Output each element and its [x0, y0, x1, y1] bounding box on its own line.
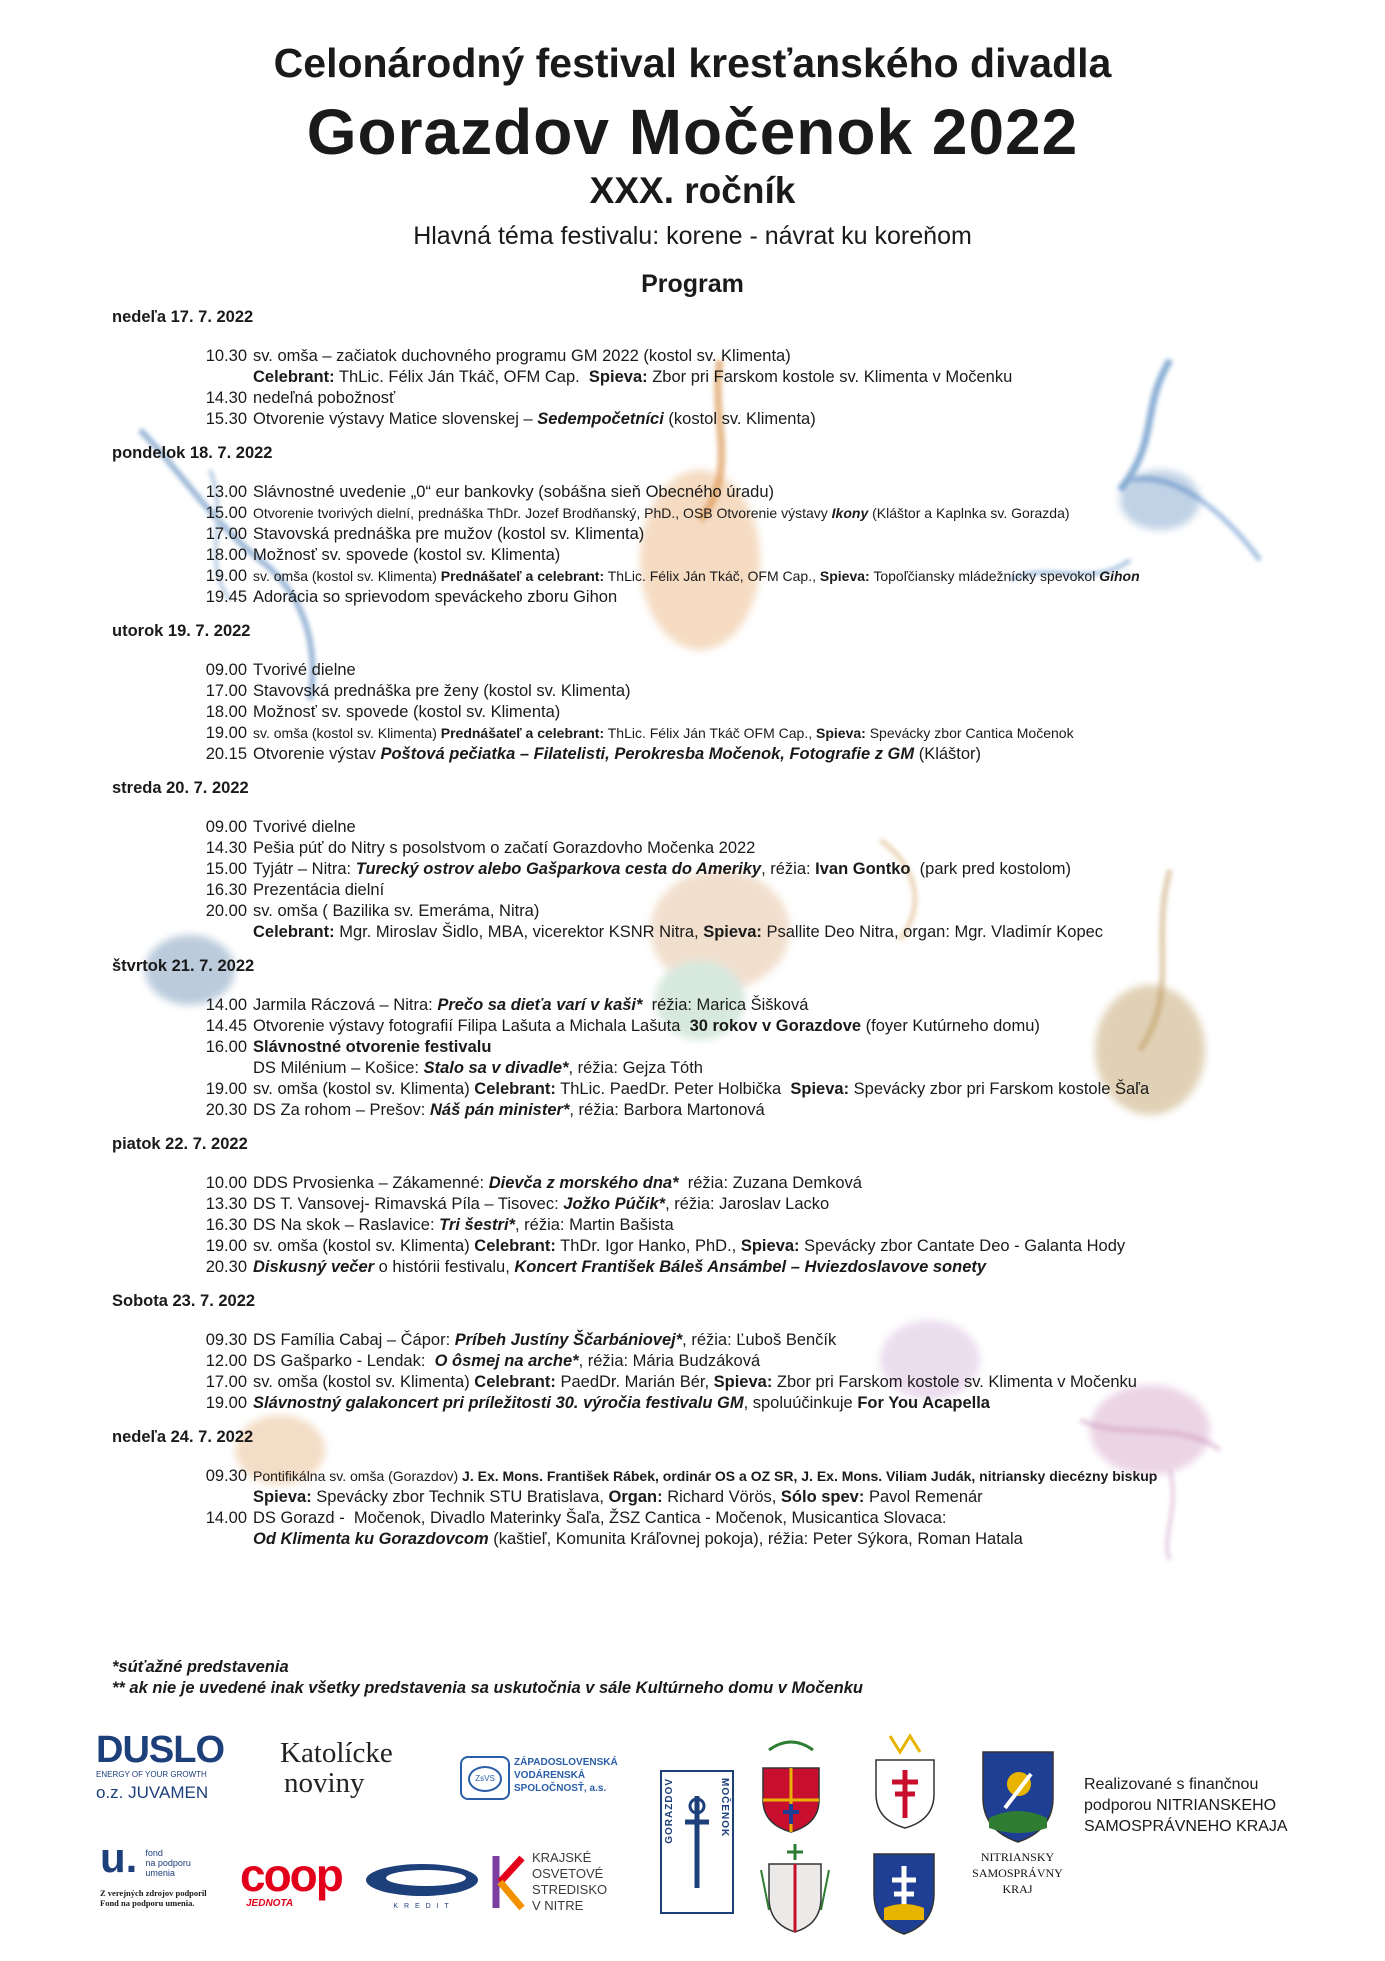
event-text: Prezentácia dielní — [253, 881, 385, 899]
nitra-line2: SAMOSPRÁVNY — [972, 1866, 1063, 1880]
kos-line4: V NITRE — [532, 1898, 584, 1913]
event-text: Spevácky zbor Cantica Močenok — [865, 725, 1074, 741]
program-event — [112, 901, 1312, 922]
event-text: Príbeh Justíny Ščarbániovej* — [454, 1331, 683, 1349]
event-text: (foyer Kutúrneho domu) — [861, 1017, 1040, 1035]
event-text: O ôsmej na arche* — [434, 1352, 579, 1370]
event-text: sv. omša ( Bazilika sv. Emeráma, Nitra) — [253, 902, 540, 920]
program-event — [112, 681, 1312, 702]
day-label: štvrtok 21. 7. 2022 — [112, 957, 255, 975]
event-text: , réžia: Gejza Tóth — [568, 1059, 703, 1077]
emblem-left-text: GORAZDOV — [664, 1778, 675, 1844]
event-text: ThLic. Félix Ján Tkáč OFM Cap., — [604, 725, 816, 741]
event-time: 18.00 — [205, 546, 247, 564]
program-heading: Program — [641, 270, 744, 298]
funding-note — [1084, 1774, 1288, 1837]
nitra-region-coat-of-arms-icon — [979, 1748, 1057, 1844]
katolicke-line1: Katolícke — [280, 1737, 393, 1769]
event-text: ThLic. PaedDr. Peter Holbička — [555, 1080, 791, 1098]
event-text: Náš pán minister* — [429, 1101, 570, 1119]
event-time: 16.00 — [205, 1038, 247, 1056]
event-time: 10.00 — [205, 1174, 247, 1192]
event-text: DS Gorazd - Močenok, Divadlo Materinky Šaľa, ŽSZ Cantica - Močenok, Musicantica Slovaca: — [253, 1509, 947, 1527]
festival-subtitle: Celonárodný festival kresťanského divadla — [273, 40, 1112, 86]
event-text: J. Ex. Mons. František Rábek, ordinár OS a OZ SR, J. Ex. Mons. Viliam Judák, nitriansky diecézny biskup — [462, 1468, 1158, 1484]
event-text: DS Família Cabaj – Čápor: — [253, 1331, 455, 1349]
day-label: utorok 19. 7. 2022 — [112, 622, 251, 640]
program-event — [112, 660, 1312, 681]
event-time: 17.00 — [205, 525, 247, 543]
event-time: 15.30 — [205, 410, 247, 428]
event-text: Turecký ostrov alebo Gašparkova cesta do Ameriky — [355, 860, 762, 878]
event-text: DS Na skok – Raslavice: — [253, 1216, 440, 1234]
event-text: Otvorenie výstavy Matice slovenskej – — [253, 410, 538, 428]
katolicke-line2: noviny — [284, 1767, 365, 1799]
event-text: Možnosť sv. spovede (kostol sv. Klimenta) — [253, 703, 561, 721]
program-day — [112, 1135, 1312, 1278]
event-text: DS Milénium – Košice: — [253, 1059, 424, 1077]
duslo-wordmark: DUSLO — [96, 1729, 224, 1771]
program-event — [112, 587, 1312, 608]
event-time: 14.30 — [205, 839, 247, 857]
event-time: 19.00 — [205, 724, 247, 742]
event-text: Celebrant: — [474, 1080, 556, 1098]
event-text: Diskusný večer — [253, 1258, 375, 1276]
event-text: Od Klimenta ku Gorazdovcom — [253, 1530, 489, 1548]
event-time: 12.00 — [205, 1352, 247, 1370]
event-time: 15.00 — [205, 860, 247, 878]
parish-coat-of-arms-icon — [755, 1738, 827, 1834]
program-event — [112, 744, 1312, 765]
event-text: Sedempočetníci — [537, 410, 664, 428]
event-text: Spieva: — [790, 1080, 850, 1098]
event-time: 20.30 — [205, 1258, 247, 1276]
kredit-logo — [362, 1862, 482, 1910]
day-label: piatok 22. 7. 2022 — [112, 1135, 248, 1153]
kredit-swoosh-icon — [362, 1862, 482, 1898]
day-label: nedeľa 17. 7. 2022 — [112, 308, 254, 326]
event-text: Spieva: — [703, 923, 762, 941]
nitra-line1: NITRIANSKY — [980, 1850, 1055, 1864]
event-text: Poštová pečiatka – Filatelisti, Perokresba Močenok, Fotografie z GM — [380, 745, 915, 763]
program-day — [112, 1292, 1312, 1414]
event-text: Slávnostné otvorenie festivalu — [253, 1038, 492, 1056]
funding-line3: SAMOSPRÁVNEHO KRAJA — [1084, 1818, 1288, 1835]
fpu-mark: u. — [100, 1834, 138, 1881]
event-time: 09.00 — [205, 818, 247, 836]
program-event — [112, 1330, 1312, 1351]
coop-jednota-logo — [240, 1849, 342, 1909]
fpu-note — [100, 1888, 240, 1908]
program-event — [112, 388, 1312, 409]
program-event — [112, 1372, 1312, 1393]
event-text: (Kláštor) — [914, 745, 982, 763]
program-day — [112, 779, 1312, 943]
event-time: 19.00 — [205, 1080, 247, 1098]
event-time: 19.00 — [205, 1237, 247, 1255]
event-time: 17.00 — [205, 682, 247, 700]
jednota-wordmark: JEDNOTA — [246, 1898, 294, 1909]
event-text: (kaštieľ, Komunita Kráľovnej pokoja), réžia: Peter Sýkora, Roman Hatala — [488, 1530, 1023, 1548]
event-text: Pešia púť do Nitry s posolstvom o začatí Gorazdovho Močenka 2022 — [253, 839, 756, 857]
event-text: o histórii festivalu, — [374, 1258, 515, 1276]
event-text: Prečo sa dieťa varí v kaši* — [437, 996, 643, 1014]
event-text: Mgr. Miroslav Šidlo, MBA, vicerektor KSNR Nitra, — [334, 923, 704, 941]
event-text: sv. omša (kostol sv. Klimenta) — [253, 1080, 475, 1098]
program-event — [112, 1487, 1312, 1508]
event-text: PaedDr. Marián Bér, — [555, 1373, 714, 1391]
event-text: Prednášateľ a celebrant: — [440, 568, 605, 584]
event-time: 09.30 — [205, 1467, 247, 1485]
event-time: 16.30 — [205, 881, 247, 899]
event-text: Spieva: — [253, 1488, 312, 1506]
event-text: Spevácky zbor pri Farskom kostole Šaľa — [849, 1080, 1150, 1098]
day-label: Sobota 23. 7. 2022 — [112, 1292, 256, 1310]
event-time: 09.00 — [205, 661, 247, 679]
gorazdov-mocenok-emblem — [660, 1770, 734, 1914]
program-event — [112, 1058, 1312, 1079]
fpu-line3: umenia — [145, 1868, 175, 1878]
program-event — [112, 1215, 1312, 1236]
event-text: (kostol sv. Klimenta) — [663, 410, 816, 428]
event-text: nedeľná pobožnosť — [253, 389, 396, 407]
event-time: 15.00 — [205, 504, 247, 522]
kredit-text: K R E D I T — [393, 1903, 451, 1910]
krajske-osvetove-stredisko-logo — [492, 1850, 607, 1914]
event-time: 20.15 — [205, 745, 247, 763]
cross-figure-icon — [679, 1792, 715, 1892]
event-text: Celebrant: — [253, 368, 335, 386]
program-event — [112, 1100, 1312, 1121]
event-text: Psallite Deo Nitra, organ: Mgr. Vladimír Kopec — [761, 923, 1104, 941]
event-text: ThLic. Félix Ján Tkáč, OFM Cap. — [334, 368, 589, 386]
town-coat-of-arms-icon — [868, 1848, 940, 1936]
fpu-note-line2: Fond na podporu umenia. — [100, 1898, 195, 1908]
program-event — [112, 482, 1312, 503]
fpu-line1: fond — [145, 1848, 163, 1858]
event-text: (Kláštor a Kaplnka sv. Gorazda) — [868, 505, 1070, 521]
event-text: Ivan Gontko — [815, 860, 911, 878]
nitra-line3: KRAJ — [1002, 1882, 1033, 1896]
event-text: Zbor pri Farskom kostole sv. Klimenta v Močenku — [647, 368, 1013, 386]
program-day — [112, 957, 1312, 1121]
zvs-line3: SPOLOČNOSŤ, a.s. — [514, 1783, 607, 1794]
fpu-line2: na podporu — [145, 1858, 191, 1868]
zvs-line1: ZÁPADOSLOVENSKÁ — [514, 1757, 618, 1768]
event-text: Spevácky zbor Cantate Deo - Galanta Hody — [799, 1237, 1126, 1255]
event-time: 20.30 — [205, 1101, 247, 1119]
event-text: Zbor pri Farskom kostole sv. Klimenta v Močenku — [772, 1373, 1137, 1391]
footnotes — [112, 1657, 863, 1699]
event-text: Celebrant: — [253, 923, 335, 941]
event-time: 17.00 — [205, 1373, 247, 1391]
event-text: Pavol Remenár — [864, 1488, 983, 1506]
event-text: Stavovská prednáška pre mužov (kostol sv. Klimenta) — [253, 525, 645, 543]
zvs-line2: VODÁRENSKÁ — [514, 1770, 586, 1781]
event-text: Tri šestri* — [439, 1216, 515, 1234]
duslo-tagline: ENERGY OF YOUR GROWTH — [96, 1770, 207, 1779]
fond-na-podporu-umenia-logo — [100, 1834, 240, 1908]
program-event — [112, 367, 1312, 388]
event-text: Adorácia so sprievodom speváckeho zboru Gihon — [253, 588, 618, 606]
event-text: sv. omša (kostol sv. Klimenta) — [253, 1237, 475, 1255]
edition: XXX. ročník — [589, 170, 796, 211]
event-time: 10.30 — [205, 347, 247, 365]
program-event — [112, 880, 1312, 901]
diocese-coat-of-arms-icon — [870, 1730, 940, 1830]
emblem-right-text: MOČENOK — [719, 1778, 730, 1838]
event-text: ThLic. Félix Ján Tkáč, OFM Cap., — [604, 568, 820, 584]
program-event — [112, 859, 1312, 880]
program-event — [112, 702, 1312, 723]
event-text: , réžia: — [761, 860, 816, 878]
event-text: Gihon — [1099, 568, 1140, 584]
program-event — [112, 1508, 1312, 1529]
k-letter-icon — [492, 1852, 526, 1912]
event-text: réžia: Marica Šišková — [642, 996, 809, 1014]
event-text: Celebrant: — [474, 1373, 556, 1391]
program-event — [112, 1037, 1312, 1058]
event-text: Prednášateľ a celebrant: — [440, 725, 605, 741]
event-text: sv. omša (kostol sv. Klimenta) — [253, 568, 441, 584]
event-time: 14.45 — [205, 1017, 247, 1035]
event-text: sv. omša – začiatok duchovného programu GM 2022 (kostol sv. Klimenta) — [253, 347, 791, 365]
program-event — [112, 1173, 1312, 1194]
program-day — [112, 444, 1312, 608]
event-text: Otvorenie výstavy fotografií Filipa Lašuta a Michala Lašuta — [253, 1017, 690, 1035]
event-text: Stalo sa v divadle* — [423, 1059, 569, 1077]
zvs-icon — [460, 1756, 510, 1800]
program-day — [112, 308, 1312, 430]
juvamen-name: o.z. JUVAMEN — [96, 1783, 209, 1802]
event-time: 13.30 — [205, 1195, 247, 1213]
event-time: 13.00 — [205, 483, 247, 501]
day-label: nedeľa 24. 7. 2022 — [112, 1428, 254, 1446]
event-time: 14.30 — [205, 389, 247, 407]
event-text: , réžia: Martin Bašista — [514, 1216, 674, 1234]
program-event — [112, 1529, 1312, 1550]
nitriansky-kraj-logo — [970, 1748, 1065, 1897]
kos-text — [532, 1850, 607, 1914]
event-time: 16.30 — [205, 1216, 247, 1234]
event-text: Spevácky zbor Technik STU Bratislava, — [311, 1488, 609, 1506]
event-text: Spieva: — [816, 725, 866, 741]
event-text: For You Acapella — [857, 1394, 990, 1412]
program-event — [112, 1466, 1312, 1487]
day-label: pondelok 18. 7. 2022 — [112, 444, 273, 462]
fpu-note-line1: Z verejných zdrojov podporil — [100, 1888, 207, 1898]
program-event — [112, 1236, 1312, 1257]
nitra-region-text — [970, 1849, 1065, 1897]
program-event — [112, 1257, 1312, 1278]
event-time: 14.00 — [205, 1509, 247, 1527]
event-text: réžia: Zuzana Demková — [678, 1174, 862, 1192]
kos-line1: KRAJSKÉ — [532, 1850, 592, 1865]
footnote-venue: ** ak nie je uvedené inak všetky predstavenia sa uskutočnia v sále Kultúrneho domu v Močenku — [112, 1679, 864, 1697]
program-event — [112, 545, 1312, 566]
event-text: Spieva: — [819, 568, 870, 584]
event-text: Dievča z morského dna* — [488, 1174, 679, 1192]
fpu-text — [145, 1848, 191, 1878]
kos-line2: OSVETOVÉ — [532, 1866, 604, 1881]
program-list — [112, 308, 1312, 1564]
event-time: 19.00 — [205, 567, 247, 585]
event-text: DS Za rohom – Prešov: — [253, 1101, 430, 1119]
event-text: Celebrant: — [474, 1237, 556, 1255]
event-text: Otvorenie tvorivých dielní, prednáška ThDr. Jozef Brodňanský, PhD., OSB Otvorenie výstavy — [253, 505, 832, 521]
program-event — [112, 409, 1312, 430]
program-event — [112, 1194, 1312, 1215]
event-text: , réžia: Jaroslav Lacko — [665, 1195, 830, 1213]
event-text: Otvorenie výstav — [253, 745, 381, 763]
event-time: 19.45 — [205, 588, 247, 606]
event-text: , réžia: Mária Budzáková — [578, 1352, 761, 1370]
event-text: Organ: — [608, 1488, 663, 1506]
program-event — [112, 723, 1312, 744]
kos-line3: STREDISKO — [532, 1882, 608, 1897]
event-text: Spieva: — [588, 368, 648, 386]
event-text: ThDr. Igor Hanko, PhD., — [555, 1237, 741, 1255]
event-text: Koncert František Báleš Ansámbel – Hviezdoslavove sonety — [514, 1258, 987, 1276]
program-event — [112, 995, 1312, 1016]
event-text: DS T. Vansovej- Rimavská Píla – Tisovec: — [253, 1195, 564, 1213]
program-day — [112, 622, 1312, 765]
duslo-logo — [96, 1730, 226, 1803]
event-text: Richard Vörös, — [662, 1488, 781, 1506]
event-text: , réžia: Barbora Martonová — [569, 1101, 765, 1119]
event-text: Tvorivé dielne — [253, 818, 356, 836]
funding-line1: Realizované s finančnou — [1084, 1776, 1259, 1793]
festival-title: Gorazdov Močenok 2022 — [306, 96, 1079, 168]
program-event — [112, 1393, 1312, 1414]
event-text: sv. omša (kostol sv. Klimenta) — [253, 725, 441, 741]
program-event — [112, 346, 1312, 367]
event-text: (park pred kostolom) — [910, 860, 1071, 878]
event-text: sv. omša (kostol sv. Klimenta) — [253, 1373, 475, 1391]
event-text: Možnosť sv. spovede (kostol sv. Klimenta) — [253, 546, 561, 564]
zvs-logo — [460, 1750, 640, 1806]
event-text: Stavovská prednáška pre ženy (kostol sv. Klimenta) — [253, 682, 631, 700]
footnote-competition: *súťažné predstavenia — [112, 1658, 289, 1676]
event-text: Jarmila Ráczová – Nitra: — [253, 996, 438, 1014]
event-text: 30 rokov v Gorazdove — [689, 1017, 862, 1035]
coop-wordmark: coop — [240, 1849, 342, 1901]
event-text: Slávnostné uvedenie „0“ eur bankovky (sobášna sieň Obecného úradu) — [253, 483, 774, 501]
event-text: DS Gašparko - Lendak: — [253, 1352, 435, 1370]
program-event — [112, 1079, 1312, 1100]
event-text: Pontifikálna sv. omša (Gorazdov) — [253, 1468, 463, 1484]
event-time: 09.30 — [205, 1331, 247, 1349]
program-event — [112, 817, 1312, 838]
event-time: 18.00 — [205, 703, 247, 721]
event-time: 19.00 — [205, 1394, 247, 1412]
program-event — [112, 838, 1312, 859]
event-text: Spieva: — [740, 1237, 800, 1255]
katolicke-noviny-logo — [280, 1738, 393, 1798]
zvs-text — [514, 1756, 618, 1795]
funding-line2: podporou NITRIANSKEHO — [1084, 1797, 1277, 1814]
event-text: Tyjátr – Nitra: — [253, 860, 356, 878]
event-time: 20.00 — [205, 902, 247, 920]
event-text: , réžia: Ľuboš Benčík — [682, 1331, 837, 1349]
event-text: Slávnostný galakoncert pri príležitosti 30. výročia festivalu GM — [253, 1394, 744, 1412]
program-event — [112, 922, 1312, 943]
event-text: DDS Prvosienka – Zákamenné: — [253, 1174, 489, 1192]
program-event — [112, 503, 1312, 524]
event-time: 14.00 — [205, 996, 247, 1014]
event-text: , spoluúčinkuje — [743, 1394, 858, 1412]
event-text: Ikony — [831, 505, 869, 521]
day-label: streda 20. 7. 2022 — [112, 779, 249, 797]
event-text: Tvorivé dielne — [253, 661, 356, 679]
program-event — [112, 1351, 1312, 1372]
bishop-coat-of-arms-icon — [755, 1840, 835, 1940]
festival-theme: Hlavná téma festivalu: korene - návrat ku koreňom — [413, 222, 972, 250]
zvs-mark: ZsVS — [468, 1766, 502, 1792]
event-text: Sólo spev: — [780, 1488, 865, 1506]
program-event — [112, 566, 1312, 587]
event-text: Spieva: — [713, 1373, 773, 1391]
event-text: Jožko Púčik* — [563, 1195, 666, 1213]
program-event — [112, 524, 1312, 545]
program-day — [112, 1428, 1312, 1550]
event-text: Topoľčiansky mládežnícky spevokol — [869, 568, 1100, 584]
program-event — [112, 1016, 1312, 1037]
